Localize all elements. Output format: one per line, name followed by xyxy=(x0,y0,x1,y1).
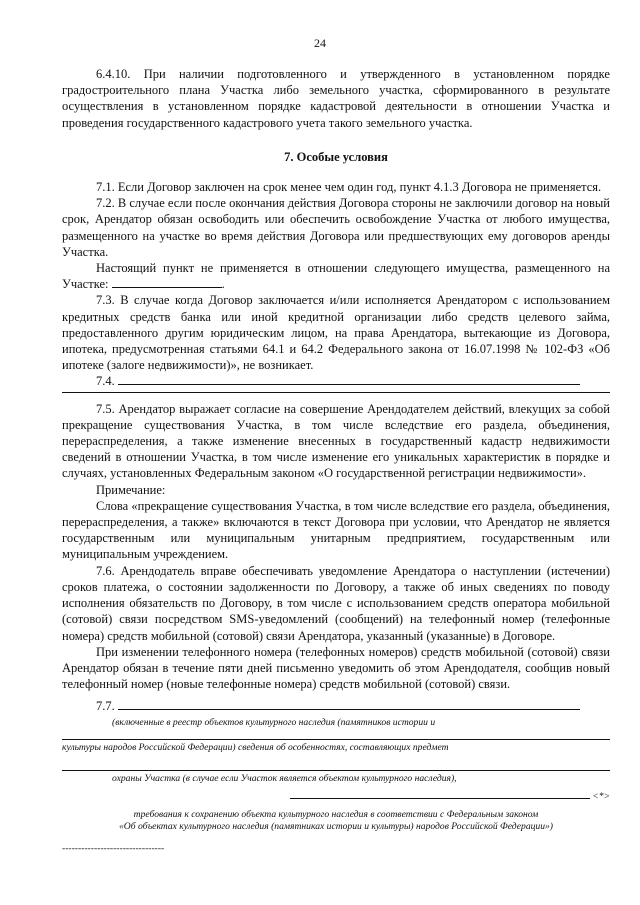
hint-line-3: охраны Участка (в случае если Участок является объектом культурного наследия), xyxy=(112,772,457,784)
blank-line xyxy=(112,276,222,288)
clause-7-2-note-end: . xyxy=(221,277,225,292)
blank-line xyxy=(290,789,590,799)
hint-line-1: (включенные в реестр объектов культурного наследия (памятников истории и xyxy=(112,716,436,728)
hint-line-6: «Об объектах культурного наследия (памятниках истории и культуры) народов Российской Федерации») xyxy=(119,820,553,832)
hint-line-5: требования к сохранению объекта культурного наследия в соответствии с Федеральным законом xyxy=(133,808,539,820)
clause-7-2-note xyxy=(62,260,610,292)
clause-7-4-number: 7.4. xyxy=(96,374,115,389)
blank-line xyxy=(118,698,580,710)
note-text: Слова «прекращение существования Участка, в том числе вследствие его раздела, объединения, перераспределения, а также» включаются в текст Договора при условии, что Арендатор не является государственным или муниципальным унитарным предприятием, государственным или муниципальным учреждением. xyxy=(62,498,610,562)
clause-6-4-10: 6.4.10. При наличии подготовленного и утвержденного в установленном порядке градостроительного плана Участка либо земельного участка, сформированного в результате осуществления в установленном порядке кадастровой деятельности в отношении Участка и проведения государственного кадастрового учета такого земельного участка. xyxy=(62,67,610,130)
footnote-marker: <*> xyxy=(592,790,610,802)
blank-line xyxy=(118,373,580,385)
hint-line-4 xyxy=(62,789,610,803)
clause-7-2-note-text: Настоящий пункт не применяется в отношении следующего имущества, размещенного на Участке: xyxy=(62,261,610,292)
clause-7-2: 7.2. В случае если после окончания действия Договора стороны не заключили договор на новый срок, Арендатор обязан освободить или обеспечить освобождение Участка от любого имущества, размещенного на участке во время действия Договора или предшествующих ему договоров аренды Участка. xyxy=(62,196,610,259)
clause-7-7-number: 7.7. xyxy=(96,699,115,714)
clause-7-3: 7.3. В случае когда Договор заключается и/или исполняется Арендатором с использованием кредитных средств банка или иной кредитной организации либо средств целевого займа, предоставленного другим юридическим лицом, на права Арендатора, вытекающие из Договора, ипотека, предусмотренная статьями 64.1 и 64.2 Федерального закона от 16.07.1998 № 102-ФЗ «Об ипотеке (залоге недвижимости)», не возникает. xyxy=(62,293,610,373)
full-blank-line xyxy=(62,392,610,393)
clause-7-6: 7.6. Арендодатель вправе обеспечивать уведомление Арендатора о наступлении (истечении) сроков платежа, о состоянии задолженности по Договору, а также об иных сведениях по поводу исполнения обязательств по Договору, в том числе с использованием средств оператора мобильной (сотовой) связи посредством SMS-уведомлений (сообщений) на телефонный номер (телефонные номера) средств мобильной (сотовой) связи Арендатора, указанный (указанные) в Договоре. xyxy=(62,563,610,643)
note-label: Примечание: xyxy=(96,482,166,497)
clause-7-7 xyxy=(62,698,610,714)
clause-7-5: 7.5. Арендатор выражает согласие на совершение Арендодателем действий, влекущих за собой прекращение существования Участка, в том числе вследствие его раздела, объединения, перераспределения, а также изменение внесенных в государственный кадастр недвижимости сведений в отношении Участка, в том числе изменение его уникальных характеристик в порядке и случаях, установленных Федеральным законом «О государственной регистрации недвижимости». xyxy=(62,401,610,481)
hint-line-2: культуры народов Российской Федерации) сведения об особенностях, составляющих предмет xyxy=(62,741,449,753)
section-heading: 7. Особые условия xyxy=(284,149,388,164)
clause-7-1: 7.1. Если Договор заключен на срок менее чем один год, пункт 4.1.3 Договора не применяется. xyxy=(96,180,602,195)
document-body xyxy=(62,66,610,857)
full-blank-line xyxy=(62,739,610,740)
clause-7-4 xyxy=(62,373,610,389)
full-blank-line xyxy=(62,770,610,771)
footnote-separator: -------------------------------- xyxy=(62,842,165,854)
clause-7-6-phone-change: При изменении телефонного номера (телефонных номеров) средств мобильной (сотовой) связи Арендатор обязан в течение пяти дней письменно уведомить об этом Арендодателя, сообщив новый телефонный номер (новые телефонные номера) средств мобильной (сотовой) связи. xyxy=(62,644,610,692)
page-number: 24 xyxy=(314,36,326,50)
